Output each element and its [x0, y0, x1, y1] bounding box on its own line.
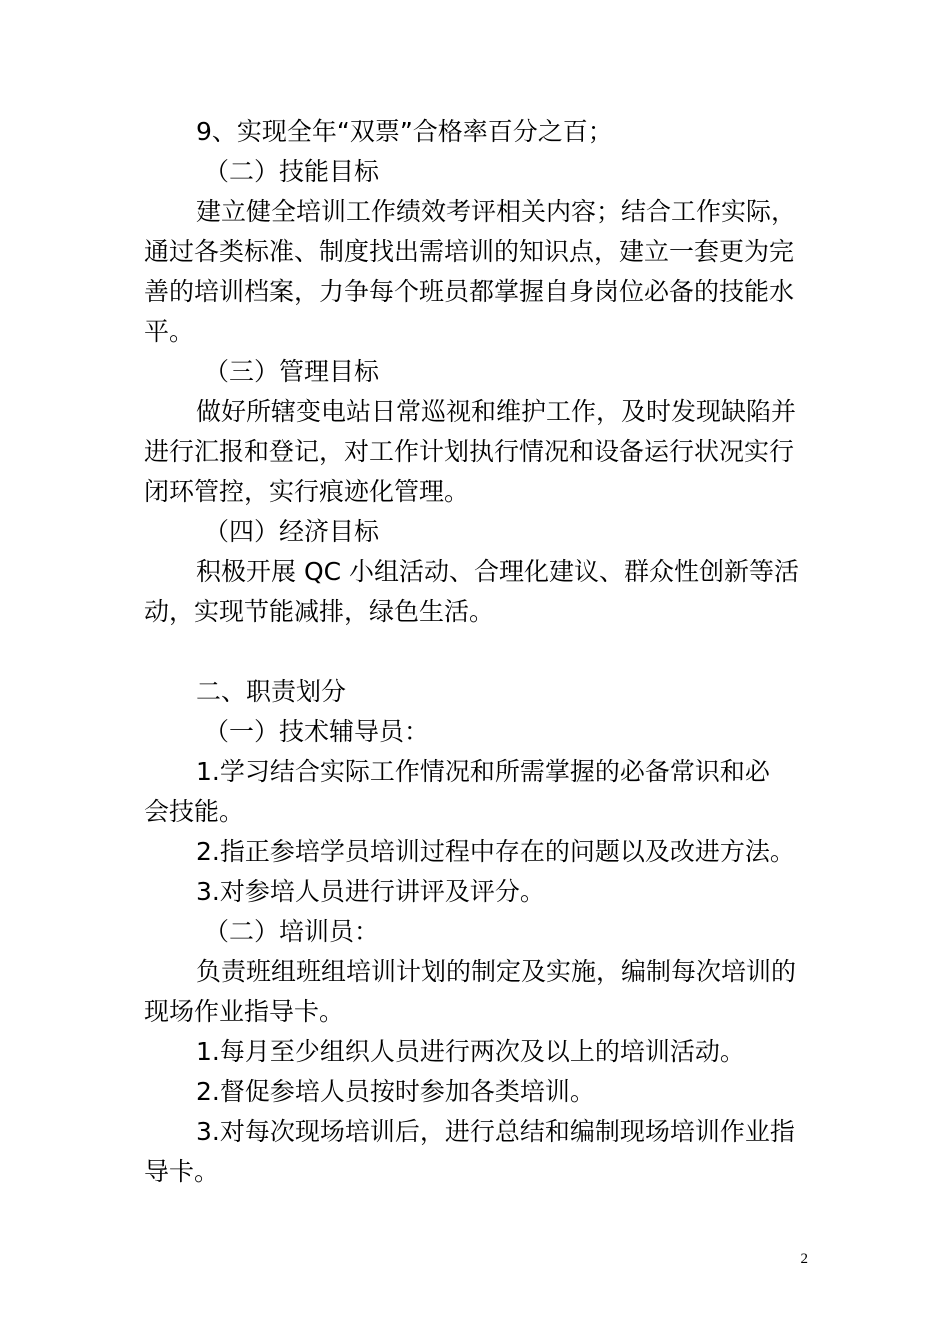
list-item: 1.每月至少组织人员进行两次及以上的培训活动。: [196, 1037, 745, 1066]
section-heading-management-goals: （三）管理目标: [204, 357, 380, 386]
list-item: 3.对参培人员进行讲评及评分。: [196, 877, 545, 906]
paragraph-line: 善的培训档案，力争每个班员都掌握自身岗位必备的技能水: [144, 277, 795, 306]
list-item-continuation: 导卡。: [144, 1157, 220, 1186]
paragraph-line: 进行汇报和登记，对工作计划执行情况和设备运行状况实行: [144, 437, 795, 466]
section-heading-skill-goals: （二）技能目标: [204, 157, 380, 186]
paragraph-line: 建立健全培训工作绩效考评相关内容；结合工作实际，: [196, 197, 797, 226]
chapter-heading-responsibilities: 二、职责划分: [196, 677, 347, 706]
list-item: 3.对每次现场培训后，进行总结和编制现场培训作业指: [196, 1117, 795, 1146]
list-item: 2.督促参培人员按时参加各类培训。: [196, 1077, 595, 1106]
section-heading-economic-goals: （四）经济目标: [204, 517, 380, 546]
list-item-continuation: 会技能。: [144, 797, 245, 826]
page-number: 2: [800, 1251, 808, 1267]
paragraph-line: 通过各类标准、制度找出需培训的知识点，建立一套更为完: [144, 237, 795, 266]
paragraph-line: 做好所辖变电站日常巡视和维护工作，及时发现缺陷并: [196, 397, 797, 426]
paragraph-line: 现场作业指导卡。: [144, 997, 345, 1026]
list-item: 1.学习结合实际工作情况和所需掌握的必备常识和必: [196, 757, 770, 786]
section-heading-trainer: （二）培训员：: [204, 917, 380, 946]
paragraph-line: 动，实现节能减排，绿色生活。: [144, 597, 495, 626]
paragraph-line: 平。: [144, 317, 195, 346]
section-heading-technical-tutor: （一）技术辅导员：: [204, 717, 430, 746]
paragraph-line: 积极开展 QC 小组活动、合理化建议、群众性创新等活: [196, 557, 800, 586]
list-item: 2.指正参培学员培训过程中存在的问题以及改进方法。: [196, 837, 795, 866]
goal-item-9: 9、实现全年“双票”合格率百分之百；: [196, 117, 613, 146]
paragraph-line: 闭环管控，实行痕迹化管理。: [144, 477, 470, 506]
paragraph-line: 负责班组班组培训计划的制定及实施，编制每次培训的: [196, 957, 797, 986]
